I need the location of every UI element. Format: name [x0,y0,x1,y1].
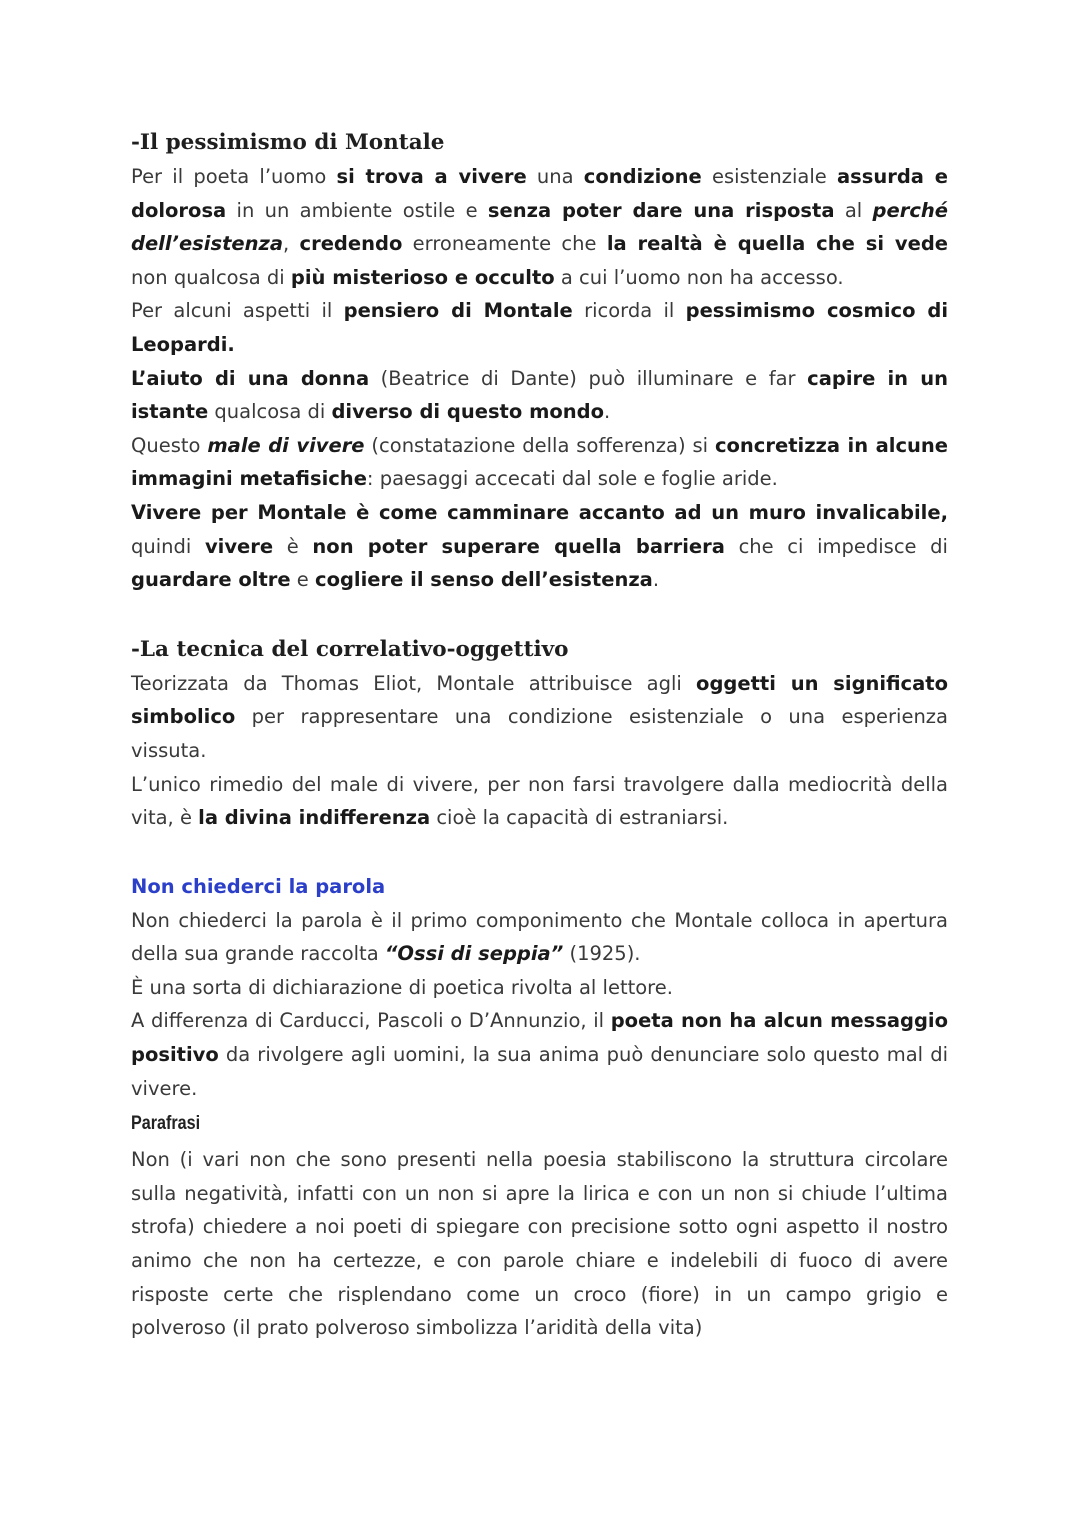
paragraph [131,971,948,1005]
paragraph [131,1143,948,1345]
text-run: ricorda il [572,299,686,323]
text-run: da rivolgere agli uomini, la sua anima può denunciare solo questo mal di vivere. [131,1043,948,1100]
text-run: Vivere per Montale è come camminare accanto ad un muro invalicabile, [131,500,948,524]
text-run: cioè la capacità di estraniarsi. [430,806,729,830]
parafrasi-body [131,1143,948,1345]
text-run: al [834,198,873,222]
text-run: (Beatrice di Dante) può illuminare e far [369,366,808,390]
text-run: erroneamente che [402,232,607,256]
document-page [131,126,948,1345]
section-body-poem-intro [131,904,948,1106]
paragraph [131,429,948,496]
text-run: non qualcosa di [131,265,291,289]
text-run: A differenza di Carducci, Pascoli o D’Annunzio, il [131,1009,611,1033]
text-run: perché dell’esistenza [131,198,948,256]
text-run: . [652,568,660,592]
text-run: più misterioso e occulto [290,265,555,289]
text-run: si trova a vivere [336,165,527,188]
text-run: Per il poeta l’uomo [131,165,337,188]
text-run: L’aiuto di una donna [131,366,370,390]
paragraph [131,768,948,835]
text-run: la divina indifferenza [198,806,431,830]
text-run: : paesaggi accecati dal sole e foglie aride. [366,467,778,491]
paragraph [131,294,948,361]
text-run: L’unico rimedio del male di vivere, per non farsi travolgere dalla mediocrità della vita, è [131,772,948,830]
text-run: non poter superare quella barriera [312,534,725,558]
paragraph [131,362,948,429]
text-run: cogliere il senso dell’esistenza [315,568,653,592]
section-body-correlativo [131,667,948,835]
text-run: Questo [131,433,208,457]
text-run: a cui l’uomo non ha accesso. [554,265,844,289]
text-run: e [290,568,316,592]
text-run: poeta non ha alcun messaggio positivo [131,1009,949,1067]
text-run: male di vivere [207,433,365,457]
text-run: concretizza in alcune immagini metafisiche [131,433,948,491]
text-run: assurda e dolorosa [131,165,948,222]
poem-title: Non chiederci la parola [131,874,386,898]
text-run: è [273,534,313,558]
text-run: la realtà è quella che si vede [606,232,949,256]
paragraph [131,904,948,971]
section-heading-correlativo: -La tecnica del correlativo-oggettivo [131,636,569,662]
text-run: diverso di questo mondo [331,400,605,424]
paragraph [131,160,948,294]
text-run: vivere [204,534,274,558]
text-run: qualcosa di [208,400,332,424]
text-run: quindi [131,534,205,558]
parafrasi-heading: Parafrasi [131,1113,201,1135]
text-run: una [526,165,584,188]
paragraph [131,496,948,597]
section-body-pessimismo [131,160,948,597]
text-run: oggetti un significato simbolico [131,671,948,729]
text-run: Per alcuni aspetti il [131,299,344,323]
text-run: (1925). [563,942,641,966]
text-run: guardare oltre [131,568,291,592]
text-run: Non (i vari non che sono presenti nella poesia stabiliscono la struttura circolare sulla negatività, infatti con un non si apre la lirica e con un non si chiude l’ultima strofa) chiedere a noi poeti di spiegare con precisione sotto ogni aspetto il nostro animo che non ha certezze, e con parole chiare e indelebili di fuoco di avere risposte certe che risplendano come un croco (fiore) in un campo grigio e polveroso (il prato polveroso simbolizza l’aridità della vita) [131,1148,948,1340]
text-run: (constatazione della sofferenza) si [364,433,715,457]
paragraph [131,1004,948,1105]
text-run: capire in un istante [131,366,948,424]
text-run: “Ossi di seppia” [384,942,564,966]
text-run: pessimismo cosmico di Leopardi. [131,299,949,356]
text-run: che ci impedisce di [724,534,948,558]
text-run: esistenziale [701,165,837,188]
text-run: Teorizzata da Thomas Eliot, Montale attribuisce agli [131,671,697,695]
section-heading-pessimismo: -Il pessimismo di Montale [131,130,445,155]
text-run: condizione [583,165,702,188]
text-run: È una sorta di dichiarazione di poetica rivolta al lettore. [131,975,673,999]
text-run: , [283,232,300,256]
text-run: in un ambiente ostile e [226,198,488,222]
text-run: pensiero di Montale [343,299,573,323]
text-run: Non chiederci la parola è il primo componimento che Montale colloca in apertura della sua grande raccolta [131,908,948,966]
text-run: per rappresentare una condizione esistenziale o una esperienza vissuta. [131,705,948,762]
text-run: . [604,400,611,424]
paragraph [131,667,948,768]
text-run: senza poter dare una risposta [487,198,835,222]
text-run: credendo [299,232,403,256]
